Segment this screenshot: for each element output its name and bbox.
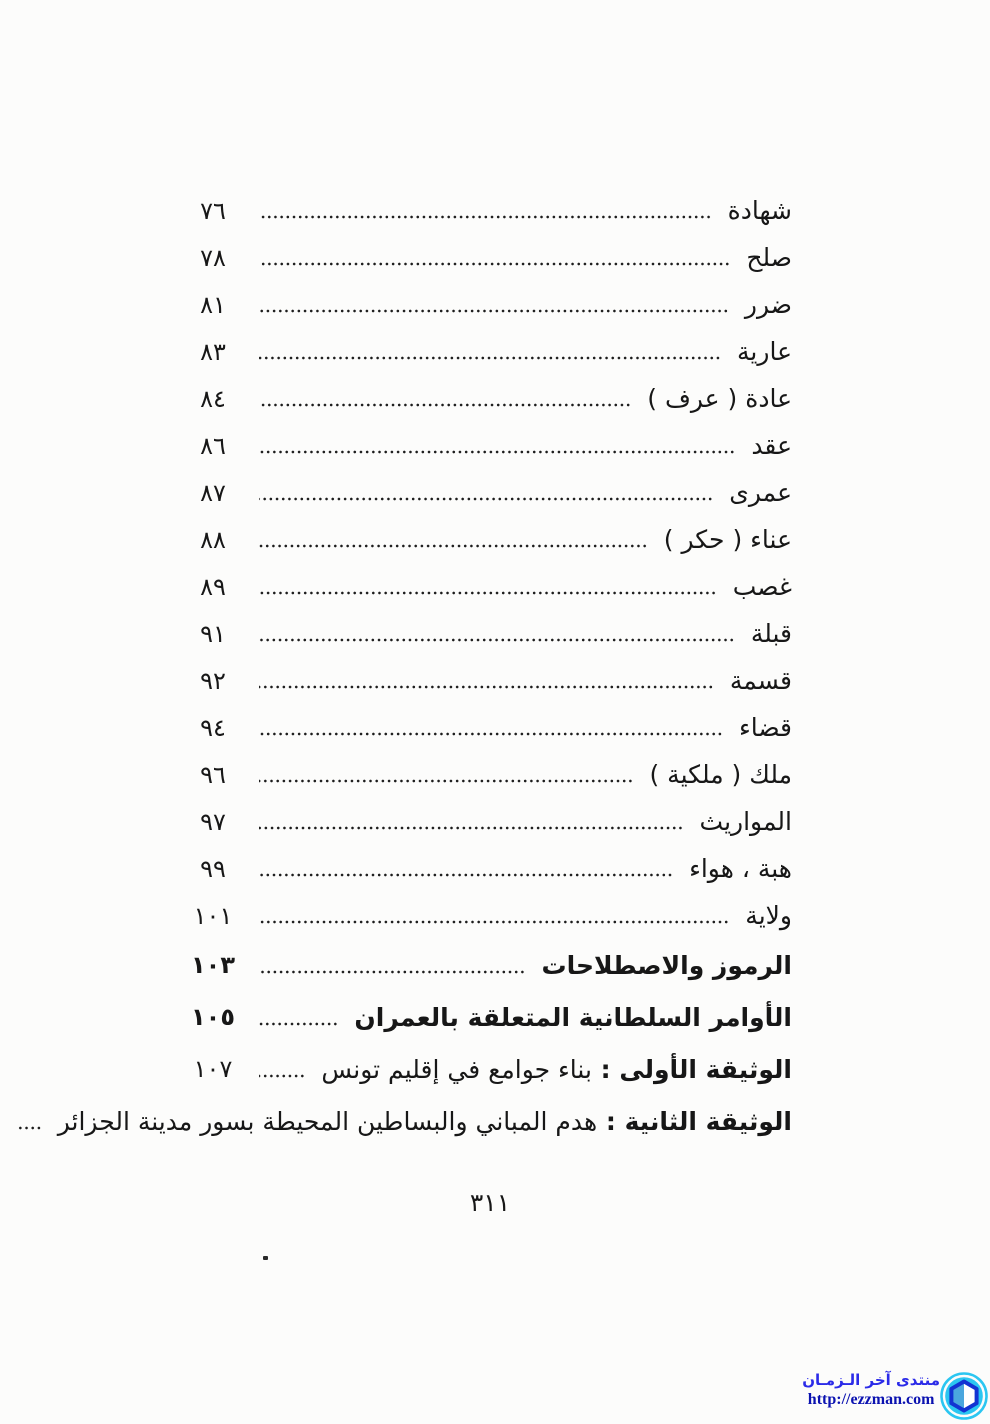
dotted-leader	[259, 281, 729, 328]
toc-entry-page-number: ٨٦	[200, 431, 226, 460]
toc-entry-page-number: ٨١	[200, 290, 226, 319]
forum-watermark	[800, 1366, 988, 1420]
forum-site-name: منتدى آخر الـزمـان	[802, 1371, 940, 1389]
dotted-leader	[259, 845, 673, 892]
toc-entry-title	[58, 1107, 792, 1136]
forum-site-url: http://ezzman.com	[807, 1391, 935, 1408]
dotted-leader	[259, 798, 684, 845]
dotted-leader	[259, 657, 714, 704]
toc-entry-title: ضرر	[744, 290, 792, 319]
dotted-leader	[259, 375, 631, 422]
toc-entry-title: المواريث	[699, 807, 792, 836]
toc-entry-page-number: ٨٧	[200, 478, 226, 507]
toc-entry-page-number: ٧٨	[200, 243, 226, 272]
toc-row	[185, 375, 792, 422]
toc-entry-title: الرموز والاصطلاحات	[541, 950, 792, 980]
toc-entry-title: عمرى	[729, 478, 792, 507]
dotted-leader	[18, 1095, 42, 1147]
dotted-leader	[259, 704, 723, 751]
toc-entry-title-label: الوثيقة الثانية :	[597, 1106, 792, 1136]
forum-watermark-text	[802, 1370, 940, 1410]
toc-row	[185, 422, 792, 469]
dotted-leader	[259, 563, 717, 610]
toc-entry-page-number: ٩٢	[200, 666, 226, 695]
toc-entry-page-number: ٨٩	[200, 572, 226, 601]
toc-entry-page-number: ٩٦	[200, 760, 226, 789]
dotted-leader	[259, 328, 721, 375]
toc-row	[185, 516, 792, 563]
forum-logo-icon	[940, 1372, 988, 1420]
toc-entry-title: شهادة	[727, 196, 792, 225]
toc-entry-title: عناء ( حكر )	[663, 525, 792, 554]
toc-entry-page-number: ٨٣	[200, 337, 226, 366]
toc-entry-page-number: ١٠١	[193, 901, 233, 930]
toc-row	[185, 1043, 792, 1095]
dotted-leader	[259, 1043, 305, 1095]
toc-row	[185, 704, 792, 751]
dotted-leader	[259, 610, 735, 657]
dotted-leader	[259, 422, 735, 469]
dotted-leader	[259, 234, 730, 281]
toc-entry-title: ملك ( ملكية )	[649, 760, 792, 789]
toc-entry-title: غصب	[732, 572, 792, 601]
toc-entry-title: صلح	[746, 243, 792, 272]
dotted-leader	[259, 991, 338, 1043]
toc-row	[185, 469, 792, 516]
toc-entry-page-number: ١٠٣	[191, 951, 235, 979]
toc-row	[185, 657, 792, 704]
toc-entry-title-label: الوثيقة الأولى :	[591, 1054, 792, 1084]
toc-row	[185, 845, 792, 892]
toc-entry-title: عادة ( عرف )	[647, 384, 792, 413]
dotted-leader	[259, 516, 648, 563]
toc-row	[185, 798, 792, 845]
toc-entry-page-number: ٨٨	[200, 525, 226, 554]
toc-entry-title: ولاية	[745, 901, 792, 930]
dotted-leader	[259, 892, 729, 939]
toc-row	[185, 234, 792, 281]
toc-entry-title: قسمة	[729, 666, 792, 695]
toc-entry-title: عقد	[751, 431, 792, 460]
toc-entry-title-rest: بناء جوامع في إقليم تونس	[321, 1054, 592, 1084]
toc-entry-page-number: ٧٦	[200, 196, 226, 225]
toc-entry-page-number: ٨٤	[200, 384, 226, 413]
dotted-leader	[259, 939, 525, 991]
toc-entry-title: قضاء	[738, 713, 792, 742]
toc-entry-page-number: ١٠٧	[193, 1055, 233, 1083]
dotted-leader	[259, 751, 633, 798]
toc-entry-title: هبة ، هواء	[689, 854, 792, 883]
toc-entry-title-rest: هدم المباني والبساطين المحيطة بسور مدينة الجزائر	[57, 1106, 598, 1136]
toc-entry-page-number: ١٠٥	[191, 1003, 235, 1031]
toc-row	[185, 281, 792, 328]
toc-row	[185, 991, 792, 1043]
toc-row	[185, 939, 792, 991]
print-artifact-dot	[263, 1256, 268, 1260]
dotted-leader	[259, 469, 713, 516]
toc-row	[185, 610, 792, 657]
toc-row	[57, 1095, 792, 1147]
toc-entry-title: عارية	[737, 337, 792, 366]
toc-entry-page-number: ٩١	[200, 619, 226, 648]
toc-row	[185, 328, 792, 375]
toc-entry-title	[321, 1055, 792, 1084]
toc-row	[185, 187, 792, 234]
toc-entry-title: الأوامر السلطانية المتعلقة بالعمران	[354, 1002, 792, 1032]
toc-row	[185, 751, 792, 798]
toc-entry-page-number: ٩٩	[200, 854, 226, 883]
dotted-leader	[259, 187, 712, 234]
toc-entry-title: قبلة	[750, 619, 792, 648]
toc-list	[57, 187, 792, 1147]
page-number: ٣١١	[469, 1188, 511, 1217]
toc-entry-page-number: ٩٤	[200, 713, 226, 742]
toc-row	[185, 892, 792, 939]
toc-entry-page-number: ٩٧	[200, 807, 226, 836]
toc-row	[185, 563, 792, 610]
